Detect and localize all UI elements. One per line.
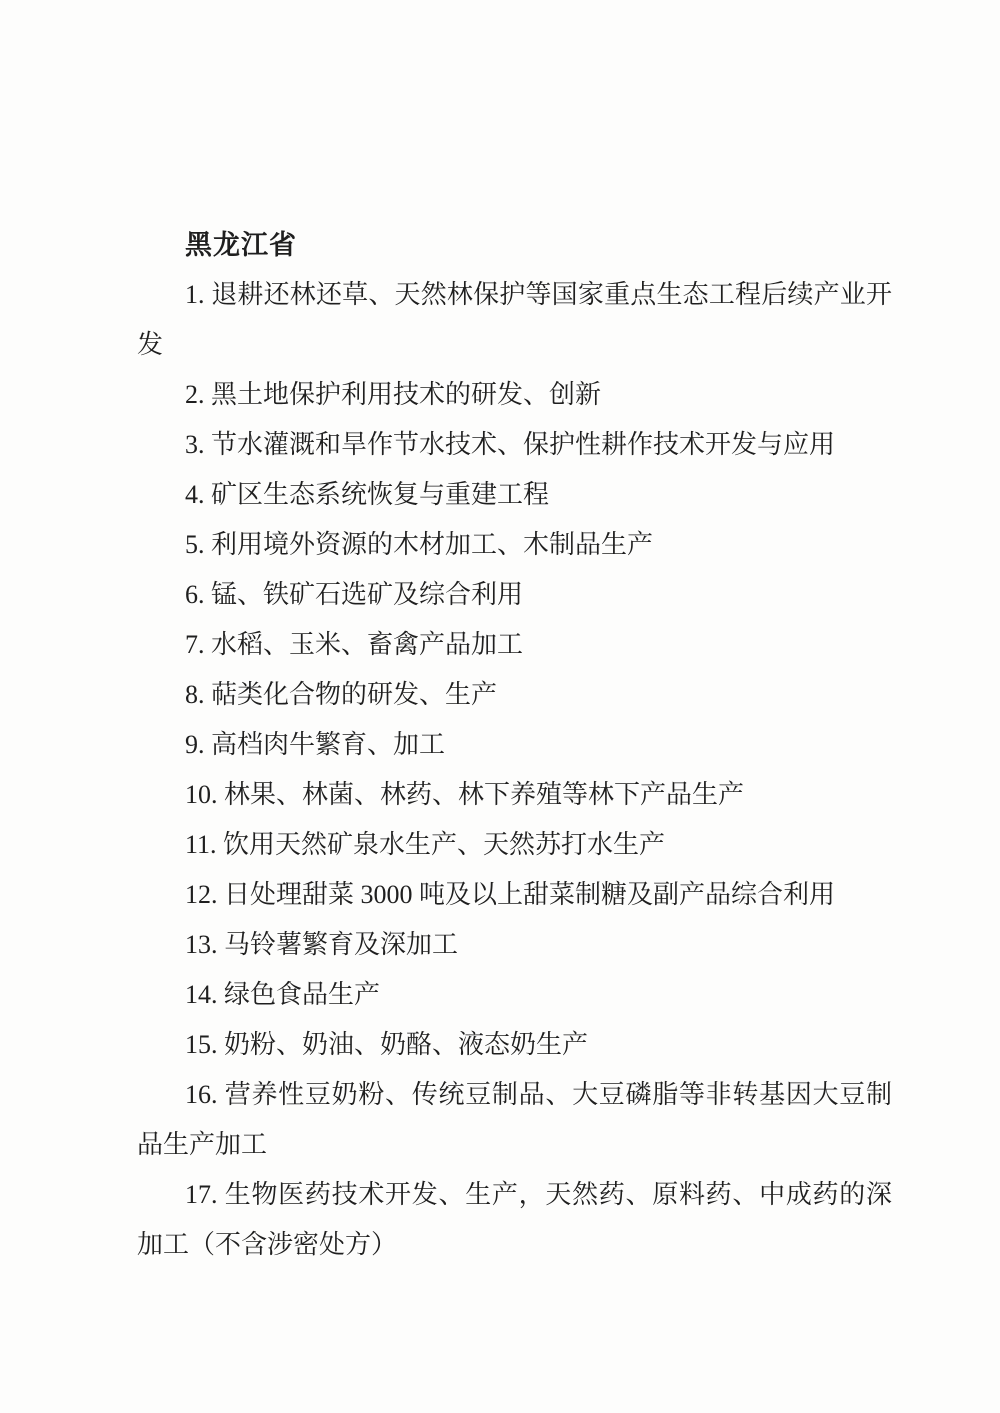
list-item-1: 1. 退耕还林还草、天然林保护等国家重点生态工程后续产业开发 bbox=[137, 280, 892, 359]
list-item-6: 6. 锰、铁矿石选矿及综合利用 bbox=[185, 580, 524, 609]
list-item-16: 16. 营养性豆奶粉、传统豆制品、大豆磷脂等非转基因大豆制品生产加工 bbox=[137, 1080, 892, 1159]
list-item-3: 3. 节水灌溉和旱作节水技术、保护性耕作技术开发与应用 bbox=[185, 430, 836, 459]
list-item-8: 8. 萜类化合物的研发、生产 bbox=[185, 680, 498, 709]
list-item-17: 17. 生物医药技术开发、生产，天然药、原料药、中成药的深加工（不含涉密处方） bbox=[137, 1180, 892, 1259]
list-item-12: 12. 日处理甜菜 3000 吨及以上甜菜制糖及副产品综合利用 bbox=[185, 880, 836, 909]
list-item-11: 11. 饮用天然矿泉水生产、天然苏打水生产 bbox=[185, 830, 666, 859]
list-item-9: 9. 高档肉牛繁育、加工 bbox=[185, 730, 446, 759]
list-item-15: 15. 奶粉、奶油、奶酪、液态奶生产 bbox=[185, 1030, 589, 1059]
list-item-10: 10. 林果、林菌、林药、林下养殖等林下产品生产 bbox=[185, 780, 745, 809]
list-item-4: 4. 矿区生态系统恢复与重建工程 bbox=[185, 480, 550, 509]
list-item-14: 14. 绿色食品生产 bbox=[185, 980, 381, 1009]
list-item-5: 5. 利用境外资源的木材加工、木制品生产 bbox=[185, 530, 654, 559]
list-item-7: 7. 水稻、玉米、畜禽产品加工 bbox=[185, 630, 524, 659]
list-item-2: 2. 黑土地保护利用技术的研发、创新 bbox=[185, 380, 602, 409]
section-heading-heilongjiang: 黑龙江省 bbox=[185, 230, 297, 260]
list-item-13: 13. 马铃薯繁育及深加工 bbox=[185, 930, 459, 959]
